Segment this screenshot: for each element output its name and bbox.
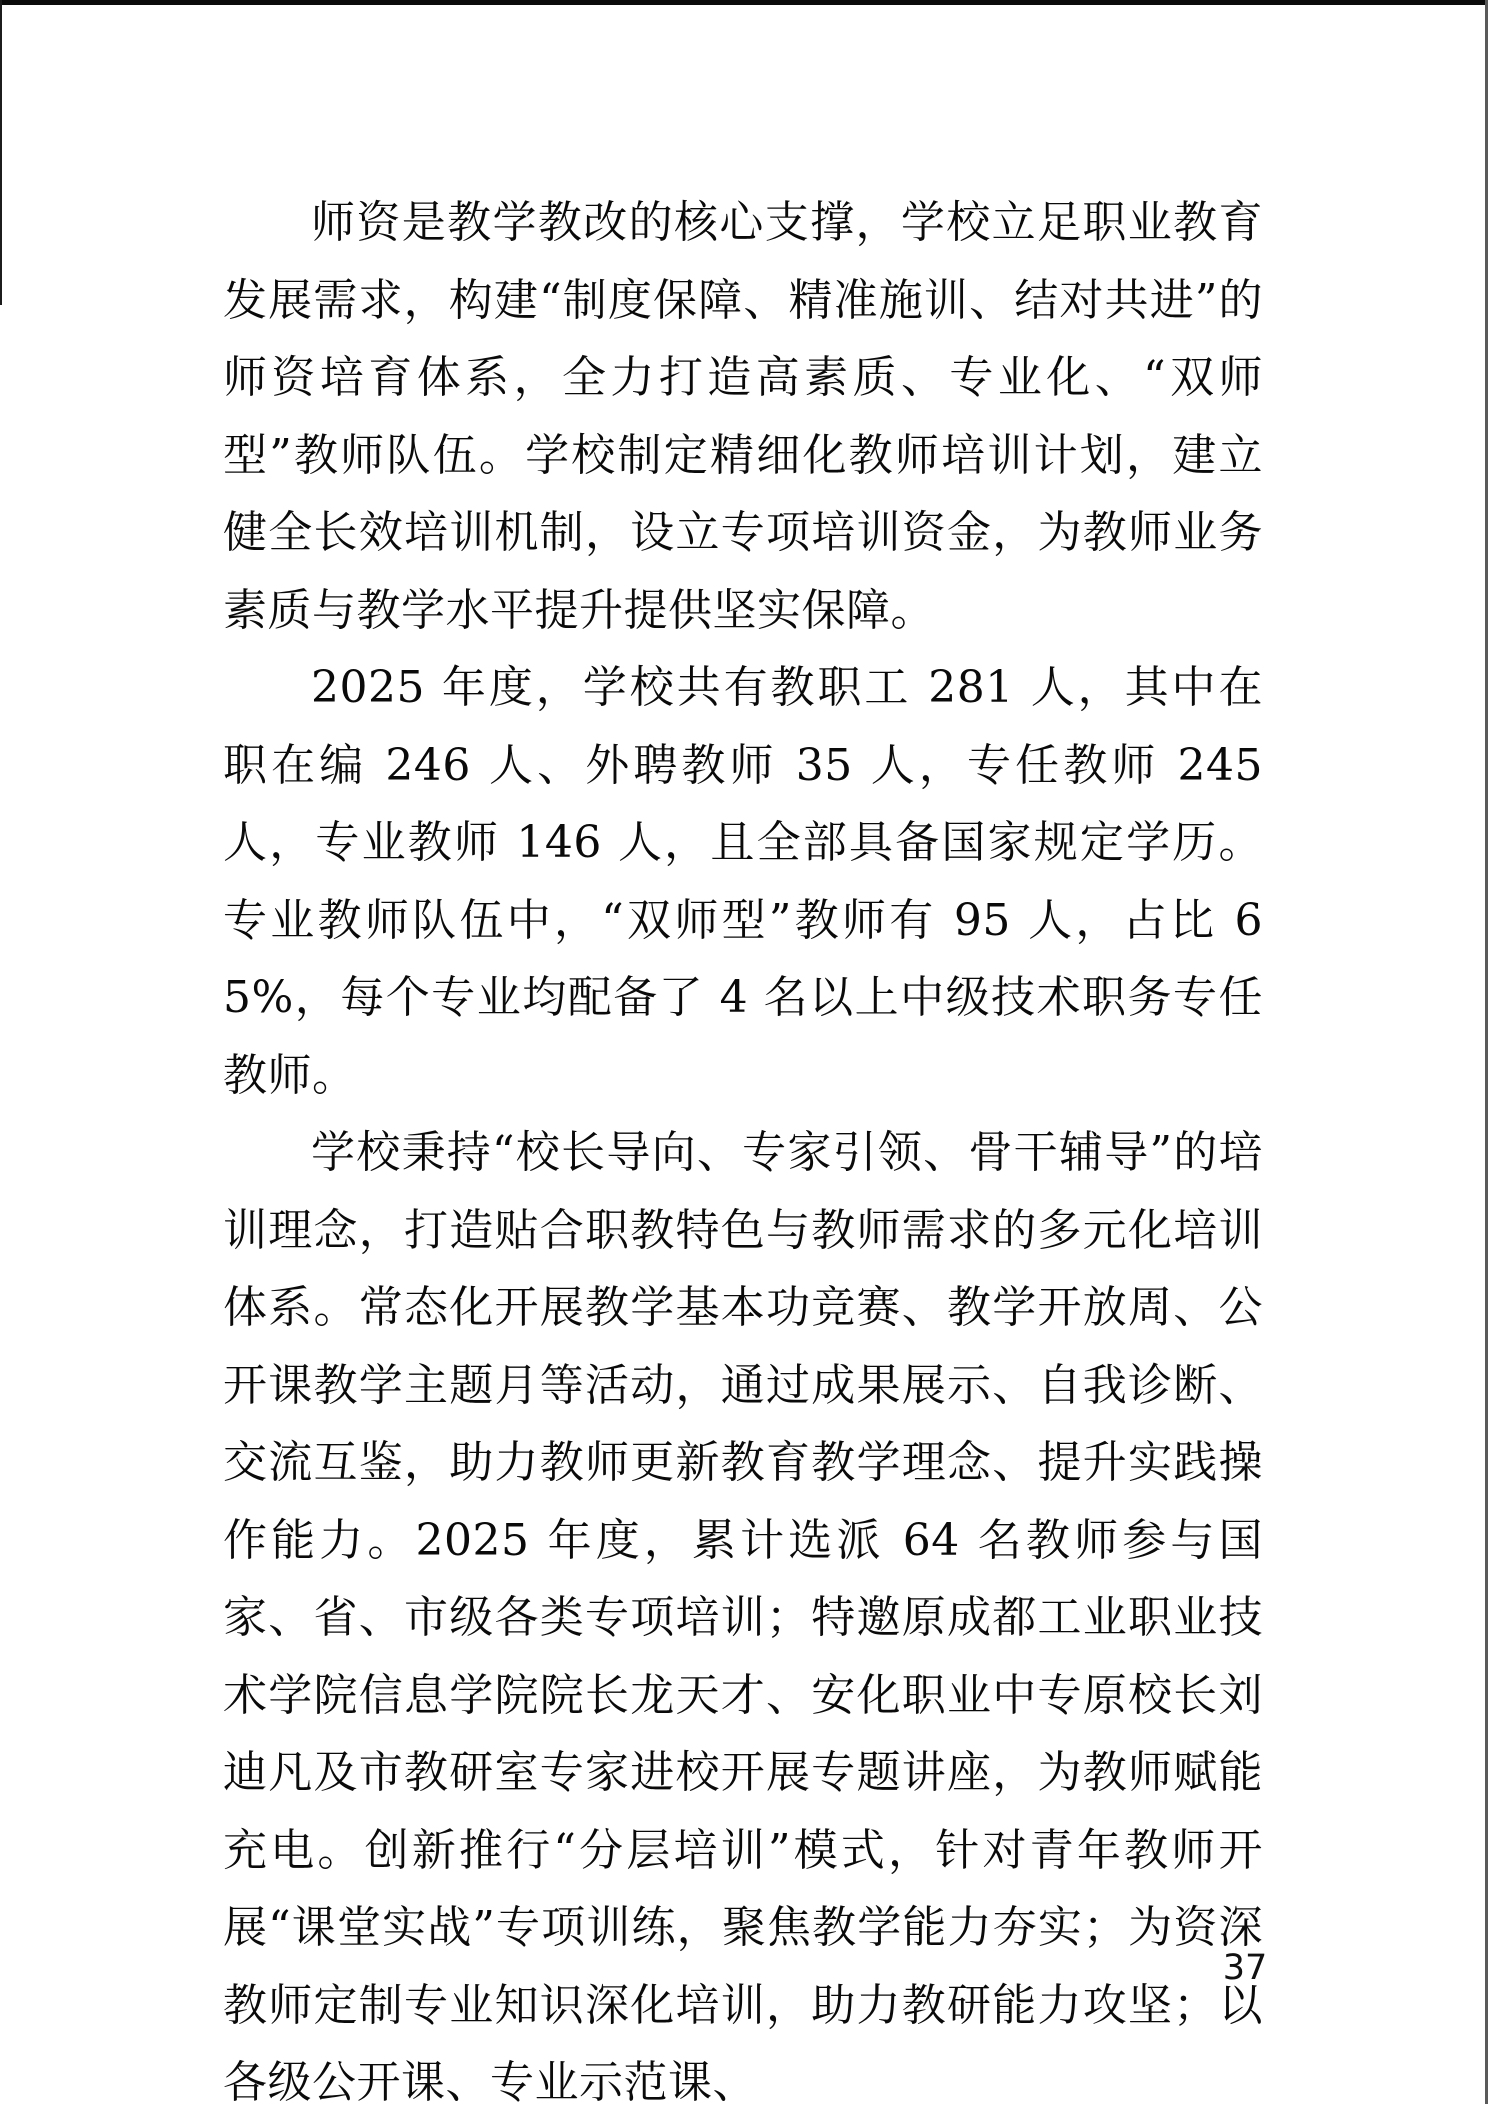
paragraph-teacher-development-intro: 师资是教学教改的核心支撑，学校立足职业教育发展需求，构建“制度保障、精准施训、结对共进”的师资培育体系，全力打造高素质、专业化、“双师型”教师队伍。学校制定精细化教师培训计划，建立健全长效培训机制，设立专项培训资金，为教师业务素质与教学水平提升提供坚实保障。 [223, 197, 1263, 636]
paragraph-staff-statistics: 2025 年度，学校共有教职工 281 人，其中在职在编 246 人、外聘教师 35 人，专任教师 245 人，专业教师 146 人，且全部具备国家规定学历。专业教师队伍中，“双师型”教师有 95 人，占比 65%，每个专业均配备了 4 名以上中级技术职务专任教师。 [223, 662, 1263, 1101]
page-number: 37 [1222, 1948, 1268, 1988]
paragraph-training-system: 学校秉持“校长导向、专家引领、骨干辅导”的培训理念，打造贴合职教特色与教师需求的多元化培训体系。常态化开展教学基本功竞赛、教学开放周、公开课教学主题月等活动，通过成果展示、自我诊断、交流互鉴，助力教师更新教育教学理念、提升实践操作能力。2025 年度，累计选派 64 名教师参与国家、省、市级各类专项培训；特邀原成都工业职业技术学院信息学院院长龙天才、安化职业中专原校长刘迪凡及市教研室专家进校开展专题讲座，为教师赋能充电。创新推行“分层培训”模式，针对青年教师开展“课堂实战”专项训练，聚焦教学能力夯实；为资深教师定制专业知识深化培训，助力教研能力攻坚；以各级公开课、专业示范课、 [223, 1127, 1263, 2108]
document-text-block [223, 184, 1263, 2122]
scan-edge-left [0, 0, 2, 305]
scan-edge-top [0, 0, 1488, 5]
